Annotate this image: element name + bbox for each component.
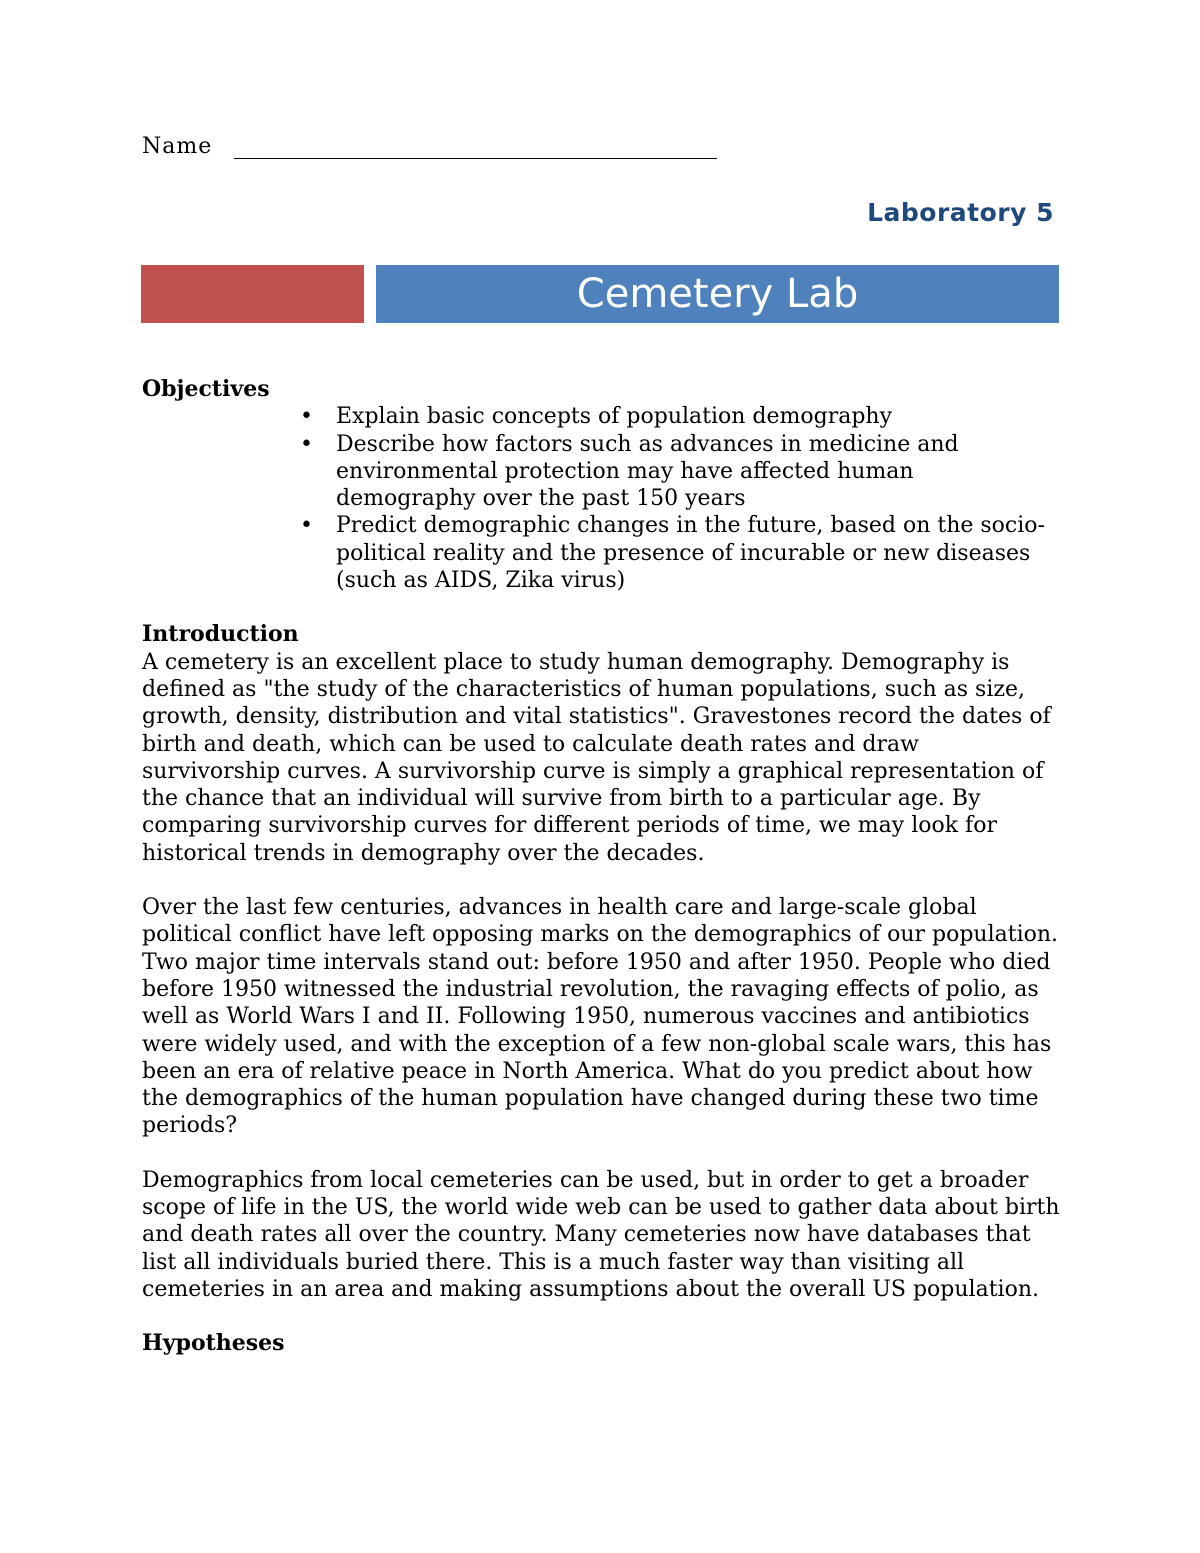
objectives-heading: Objectives [142, 376, 270, 402]
page-title: Cemetery Lab [576, 271, 859, 317]
spacer [142, 594, 1062, 621]
document-body [142, 376, 1062, 1358]
objectives-list [142, 403, 1062, 594]
bullet-icon: • [300, 513, 313, 539]
lab-number: Laboratory 5 [867, 198, 1054, 227]
objective-text: Predict demographic changes in the future, based on the socio-political reality and the presence of incurable or new diseases (such as AIDS, Zika virus) [336, 513, 1045, 594]
name-row [142, 133, 717, 161]
spacer [142, 867, 1062, 894]
banner-accent-bar [141, 265, 364, 323]
introduction-paragraph: A cemetery is an excellent place to study human demography. Demography is defined as "the study of the characteristics of human populations, such as size, growth, density, distribution and vital statistics". Gravestones record the dates of birth and death, which can be used to calculate death rates and draw survivorship curves. A survivorship curve is simply a graphical representation of the chance that an individual will survive from birth to a particular age. By comparing survivorship curves for different periods of time, we may look for historical trends in demography over the decades. [142, 649, 1051, 866]
bullet-icon: • [300, 404, 313, 430]
name-label: Name [142, 134, 213, 159]
name-blank-line [234, 158, 717, 159]
introduction-paragraph: Demographics from local cemeteries can be used, but in order to get a broader scope of life in the US, the world wide web can be used to gather data about birth and death rates all over the country. Many cemeteries now have databases that list all individuals buried there. This is a much faster way than visiting all cemeteries in an area and making assumptions about the overall US population. [142, 1167, 1060, 1302]
introduction-heading: Introduction [142, 621, 299, 648]
spacer [142, 1303, 1062, 1330]
introduction-paragraph: Over the last few centuries, advances in health care and large-scale global political conflict have left opposing marks on the demographics of our population. Two major time intervals stand out: before 1950 and after 1950. People who died before 1950 witnessed the industrial revolution, the ravaging effects of polio, as well as World Wars I and II. Following 1950, numerous vaccines and antibiotics were widely used, and with the exception of a few non-global scale wars, this has been an era of relative peace in North America. What do you predict about how the demographics of the human population have changed during these two time periods? [142, 895, 1059, 1139]
list-item [300, 403, 1056, 430]
bullet-icon: • [300, 431, 313, 457]
objective-text: Describe how factors such as advances in medicine and environmental protection may have affected human demography over the past 150 years [336, 431, 959, 512]
hypotheses-heading: Hypotheses [142, 1330, 285, 1357]
banner-title-bar [376, 265, 1059, 323]
objective-text: Explain basic concepts of population demography [336, 404, 893, 430]
spacer [142, 1140, 1062, 1167]
list-item [300, 431, 1056, 513]
list-item [300, 512, 1056, 594]
